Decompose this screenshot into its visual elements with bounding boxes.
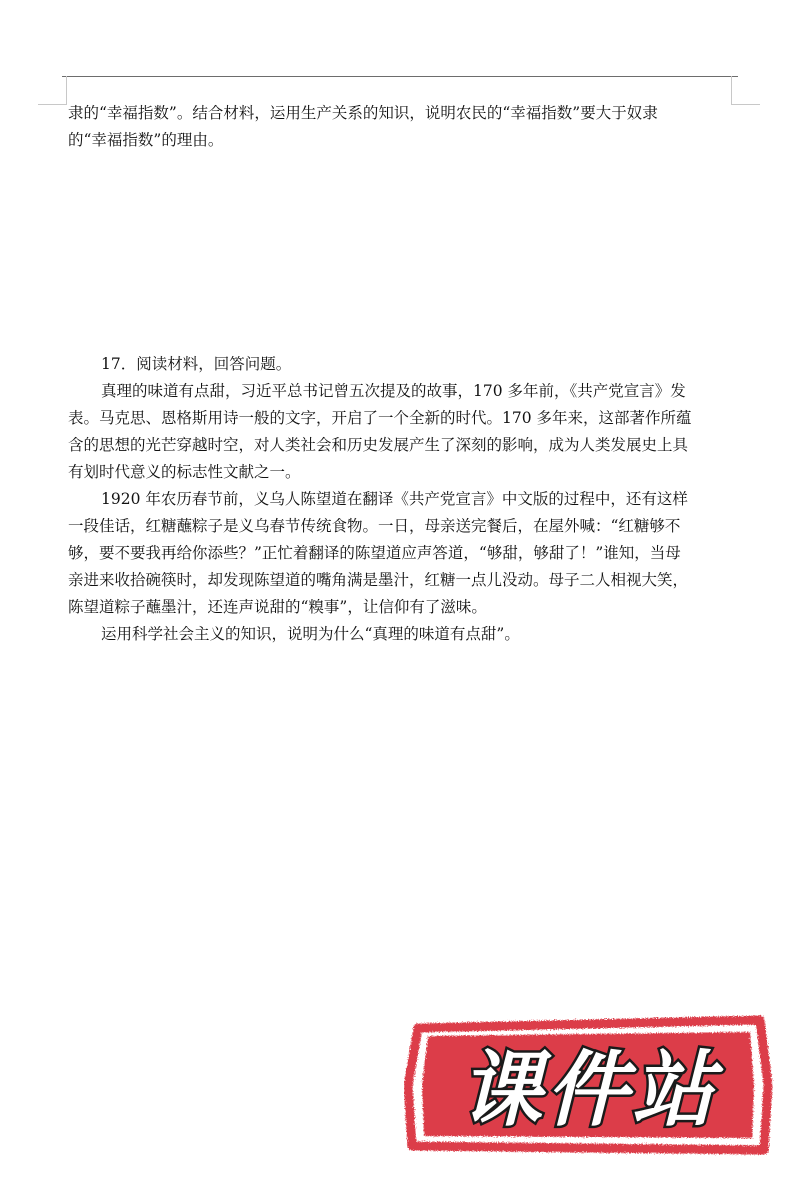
paragraph-1-line: 表。马克思、恩格斯用诗一般的文字，开启了一个全新的时代。170 多年来，这部著作所蕴 — [68, 409, 692, 427]
paragraph-1-line: 有划时代意义的标志性文献之一。 — [68, 463, 301, 481]
paragraph-2-line: 1920 年农历春节前，义乌人陈望道在翻译《共产党宣言》中文版的过程中，还有这样 — [101, 490, 688, 508]
question-17 — [68, 351, 736, 648]
logo-text: 课件站 — [460, 1043, 718, 1138]
paragraph-1-line: 真理的味道有点甜，习近平总书记曾五次提及的故事，170 多年前，《共产党宣言》发 — [101, 382, 686, 400]
text-line: 隶的“幸福指数”。结合材料，运用生产关系的知识，说明农民的“幸福指数”要大于奴隶 — [68, 104, 658, 122]
paragraph-2-line: 亲进来收拾碗筷时，却发现陈望道的嘴角满是墨汁，红糖一点儿没动。母子二人相视大笑， — [68, 571, 689, 589]
paragraph-2-line: 陈望道粽子蘸墨汁，还连声说甜的“糗事”，让信仰有了滋味。 — [68, 598, 487, 616]
question-heading: 17．阅读材料，回答问题。 — [101, 355, 292, 373]
header-rule — [62, 76, 738, 77]
kejianzhan-logo-stamp — [404, 1014, 774, 1156]
previous-question-text — [68, 100, 736, 154]
paragraph-2-line: 一段佳话，红糖蘸粽子是义乌春节传统食物。一日，母亲送完餐后，在屋外喊：“红糖够不 — [68, 517, 681, 535]
crop-mark-left — [38, 76, 67, 105]
paragraph-1-line: 含的思想的光芒穿越时空，对人类社会和历史发展产生了深刻的影响，成为人类发展史上具 — [68, 436, 689, 454]
text-line: 的“幸福指数”的理由。 — [68, 131, 224, 149]
question-prompt: 运用科学社会主义的知识，说明为什么“真理的味道有点甜”。 — [101, 625, 520, 643]
paragraph-2-line: 够，要不要我再给你添些？”正忙着翻译的陈望道应声答道，“够甜，够甜了！”谁知，当母 — [68, 544, 681, 562]
